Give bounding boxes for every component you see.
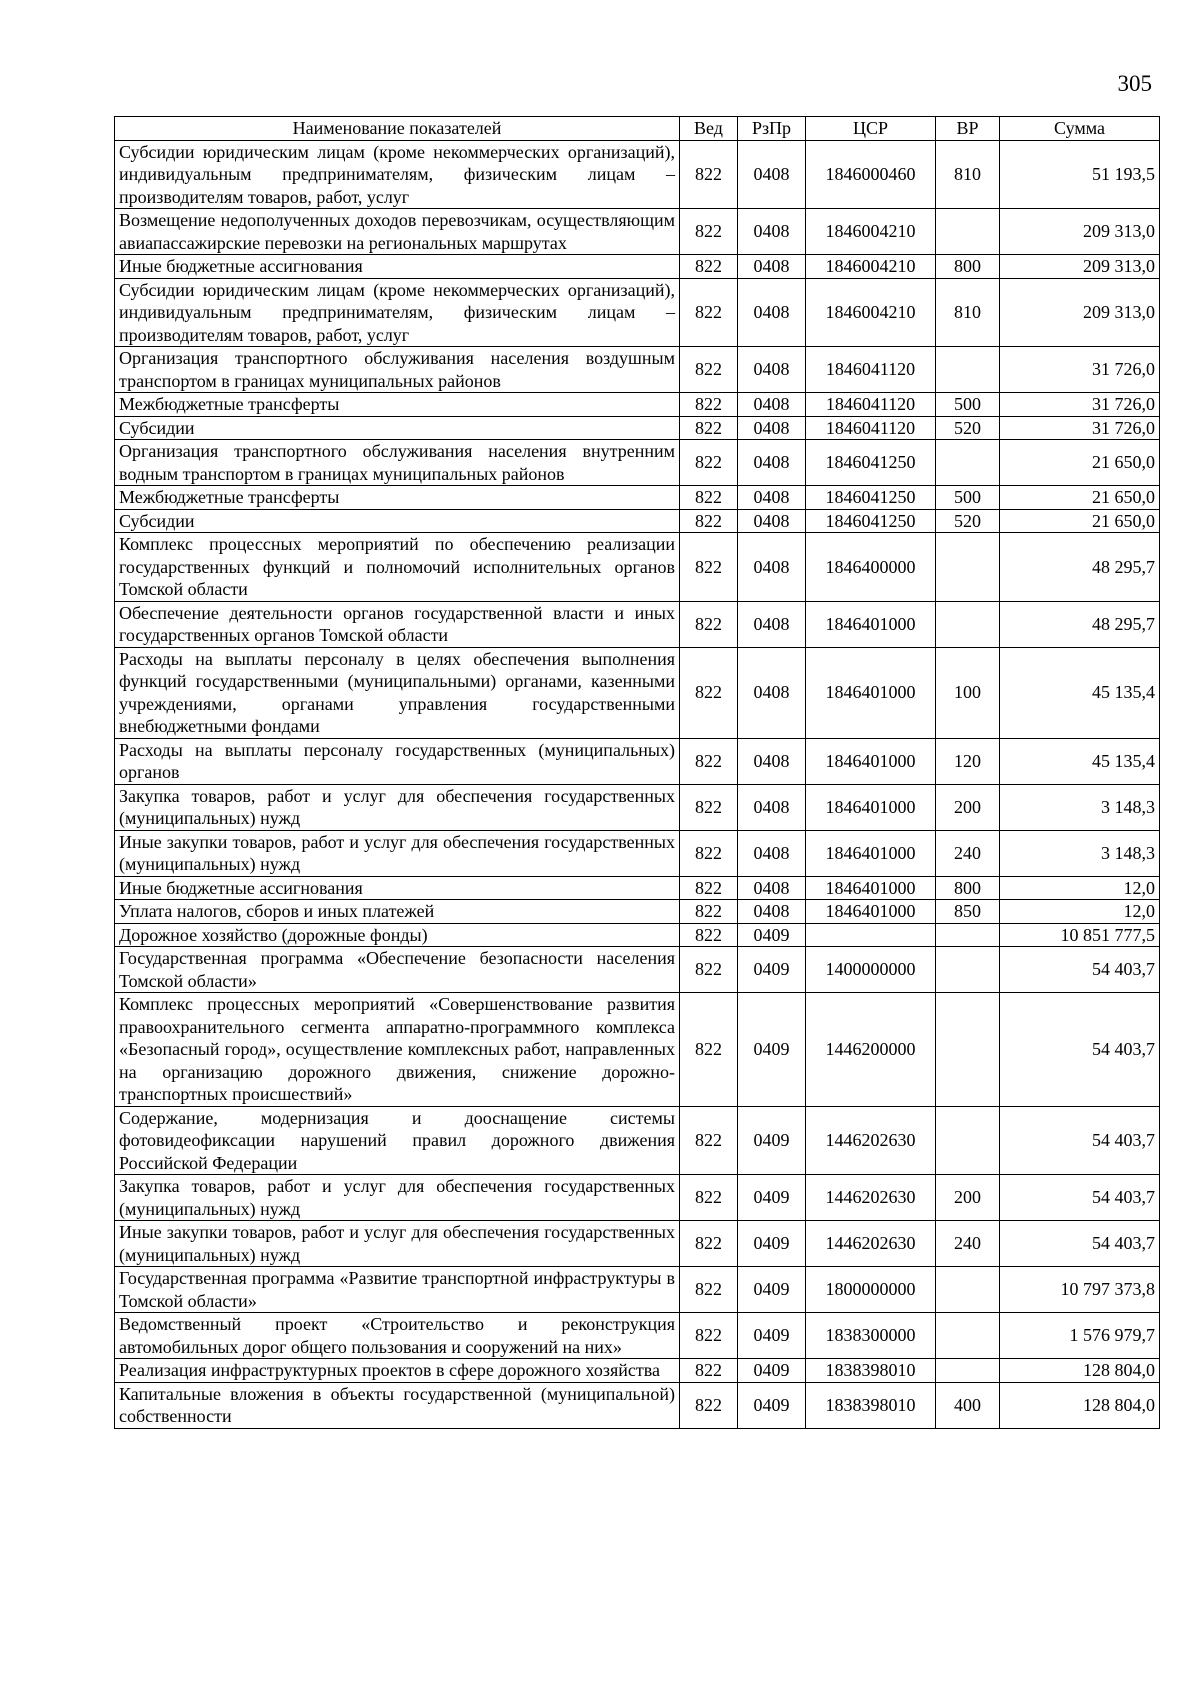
cell-ved: 822 [680,876,738,900]
cell-rzpr: 0409 [738,1267,806,1313]
cell-rzpr: 0408 [738,647,806,738]
table-row [115,1221,1160,1267]
cell-ved: 822 [680,140,738,209]
cell-sum: 21 650,0 [1000,486,1160,510]
cell-name: Возмещение недополученных доходов перевозчикам, осуществляющим авиапассажирские перевозки на региональных маршрутах [115,209,680,255]
cell-rzpr: 0409 [738,993,806,1107]
cell-vr: 240 [936,1221,1000,1267]
cell-sum: 54 403,7 [1000,1175,1160,1221]
cell-vr: 810 [936,140,1000,209]
cell-sum: 31 726,0 [1000,393,1160,417]
cell-csr: 1846041120 [806,347,936,393]
table-row [115,1267,1160,1313]
cell-csr: 1446202630 [806,1221,936,1267]
cell-name: Комплекс процессных мероприятий «Совершенствование развития правоохранительного сегмента аппаратно-программного комплекса «Безопасный город», осуществление комплексных работ, направленных на организацию дорожного движения, снижение дорожно-транспортных происшествий» [115,993,680,1107]
cell-name: Содержание, модернизация и дооснащение системы фотовидеофиксации нарушений правил дорожного движения Российской Федерации [115,1106,680,1175]
cell-vr: 520 [936,509,1000,533]
cell-rzpr: 0408 [738,255,806,279]
cell-rzpr: 0408 [738,140,806,209]
cell-vr [936,1313,1000,1359]
cell-csr: 1846401000 [806,900,936,924]
cell-sum: 54 403,7 [1000,947,1160,993]
table-row [115,347,1160,393]
cell-rzpr: 0408 [738,440,806,486]
cell-ved: 822 [680,1359,738,1383]
cell-rzpr: 0409 [738,1106,806,1175]
table-row [115,1106,1160,1175]
cell-sum: 54 403,7 [1000,1106,1160,1175]
cell-ved: 822 [680,830,738,876]
cell-rzpr: 0408 [738,533,806,602]
cell-ved: 822 [680,209,738,255]
cell-vr [936,1359,1000,1383]
cell-vr [936,440,1000,486]
cell-vr: 850 [936,900,1000,924]
cell-rzpr: 0408 [738,900,806,924]
cell-ved: 822 [680,1175,738,1221]
table-row [115,738,1160,784]
cell-sum: 10 851 777,5 [1000,923,1160,947]
cell-sum: 45 135,4 [1000,738,1160,784]
header-name: Наименование показателей [115,117,680,141]
cell-sum: 128 804,0 [1000,1359,1160,1383]
cell-name: Ведомственный проект «Строительство и реконструкция автомобильных дорог общего пользования и сооружений на них» [115,1313,680,1359]
cell-vr: 500 [936,393,1000,417]
cell-csr: 1446200000 [806,993,936,1107]
header-ved: Вед [680,117,738,141]
cell-sum: 51 193,5 [1000,140,1160,209]
cell-csr: 1446202630 [806,1106,936,1175]
table-row [115,1313,1160,1359]
cell-ved: 822 [680,1106,738,1175]
cell-sum: 10 797 373,8 [1000,1267,1160,1313]
table-row [115,1359,1160,1383]
cell-csr: 1846004210 [806,278,936,347]
cell-vr: 810 [936,278,1000,347]
cell-sum: 3 148,3 [1000,784,1160,830]
table-body [115,140,1160,1428]
cell-csr: 1838300000 [806,1313,936,1359]
cell-sum: 21 650,0 [1000,509,1160,533]
table-row [115,784,1160,830]
page-number: 305 [1117,71,1152,96]
cell-csr: 1846401000 [806,830,936,876]
cell-name: Расходы на выплаты персоналу в целях обеспечения выполнения функций государственными (муниципальными) органами, казенными учреждениями, органами управления государственными внебюджетными фондами [115,647,680,738]
table-row [115,647,1160,738]
cell-vr [936,993,1000,1107]
table-row [115,1175,1160,1221]
cell-vr: 520 [936,416,1000,440]
cell-vr [936,601,1000,647]
cell-rzpr: 0408 [738,876,806,900]
header-vr: ВР [936,117,1000,141]
header-csr: ЦСР [806,117,936,141]
cell-sum: 209 313,0 [1000,278,1160,347]
table-row [115,900,1160,924]
table-row [115,923,1160,947]
cell-name: Государственная программа «Обеспечение безопасности населения Томской области» [115,947,680,993]
cell-vr: 500 [936,486,1000,510]
table-row [115,509,1160,533]
table-row [115,1382,1160,1428]
cell-vr [936,533,1000,602]
cell-sum: 21 650,0 [1000,440,1160,486]
table-row [115,947,1160,993]
cell-rzpr: 0409 [738,923,806,947]
table-row [115,993,1160,1107]
cell-vr: 120 [936,738,1000,784]
cell-csr: 1846041250 [806,486,936,510]
cell-rzpr: 0409 [738,1313,806,1359]
cell-rzpr: 0408 [738,486,806,510]
cell-rzpr: 0408 [738,738,806,784]
cell-name: Капитальные вложения в объекты государственной (муниципальной) собственности [115,1382,680,1428]
table-header [115,117,1160,141]
header-rzpr: РзПр [738,117,806,141]
cell-sum: 209 313,0 [1000,209,1160,255]
cell-ved: 822 [680,509,738,533]
cell-csr: 1846041120 [806,416,936,440]
cell-rzpr: 0408 [738,209,806,255]
header-sum: Сумма [1000,117,1160,141]
cell-vr: 800 [936,876,1000,900]
cell-rzpr: 0408 [738,830,806,876]
cell-ved: 822 [680,393,738,417]
cell-name: Реализация инфраструктурных проектов в сфере дорожного хозяйства [115,1359,680,1383]
cell-rzpr: 0408 [738,784,806,830]
table-row [115,416,1160,440]
cell-ved: 822 [680,900,738,924]
cell-ved: 822 [680,533,738,602]
table-row [115,533,1160,602]
cell-vr [936,923,1000,947]
cell-ved: 822 [680,486,738,510]
cell-ved: 822 [680,278,738,347]
cell-csr [806,923,936,947]
cell-name: Субсидии юридическим лицам (кроме некоммерческих организаций), индивидуальным предпринимателям, физическим лицам – производителям товаров, работ, услуг [115,140,680,209]
cell-name: Иные бюджетные ассигнования [115,255,680,279]
cell-name: Обеспечение деятельности органов государственной власти и иных государственных органов Томской области [115,601,680,647]
cell-name: Расходы на выплаты персоналу государственных (муниципальных) органов [115,738,680,784]
cell-name: Субсидии [115,509,680,533]
cell-sum: 54 403,7 [1000,1221,1160,1267]
cell-vr [936,209,1000,255]
cell-name: Государственная программа «Развитие транспортной инфраструктуры в Томской области» [115,1267,680,1313]
table-row [115,440,1160,486]
cell-vr: 400 [936,1382,1000,1428]
cell-rzpr: 0409 [738,1382,806,1428]
cell-csr: 1400000000 [806,947,936,993]
table-row [115,601,1160,647]
cell-name: Иные бюджетные ассигнования [115,876,680,900]
cell-csr: 1846401000 [806,647,936,738]
cell-name: Межбюджетные трансферты [115,393,680,417]
cell-ved: 822 [680,1221,738,1267]
cell-ved: 822 [680,947,738,993]
cell-ved: 822 [680,1382,738,1428]
cell-ved: 822 [680,416,738,440]
cell-ved: 822 [680,601,738,647]
cell-ved: 822 [680,1267,738,1313]
cell-vr: 240 [936,830,1000,876]
cell-csr: 1846041250 [806,440,936,486]
cell-sum: 12,0 [1000,876,1160,900]
cell-ved: 822 [680,784,738,830]
cell-rzpr: 0408 [738,347,806,393]
cell-name: Закупка товаров, работ и услуг для обеспечения государственных (муниципальных) нужд [115,784,680,830]
cell-ved: 822 [680,647,738,738]
cell-rzpr: 0408 [738,278,806,347]
cell-sum: 54 403,7 [1000,993,1160,1107]
cell-name: Уплата налогов, сборов и иных платежей [115,900,680,924]
cell-rzpr: 0408 [738,416,806,440]
cell-csr: 1846400000 [806,533,936,602]
cell-ved: 822 [680,440,738,486]
cell-csr: 1846004210 [806,255,936,279]
cell-name: Субсидии [115,416,680,440]
table-row [115,876,1160,900]
cell-name: Иные закупки товаров, работ и услуг для обеспечения государственных (муниципальных) нужд [115,830,680,876]
cell-name: Межбюджетные трансферты [115,486,680,510]
table-row [115,209,1160,255]
cell-name: Организация транспортного обслуживания населения внутренним водным транспортом в границах муниципальных районов [115,440,680,486]
cell-rzpr: 0408 [738,509,806,533]
table-row [115,486,1160,510]
cell-sum: 1 576 979,7 [1000,1313,1160,1359]
table-row [115,393,1160,417]
table-row [115,140,1160,209]
cell-sum: 31 726,0 [1000,347,1160,393]
cell-vr: 100 [936,647,1000,738]
cell-rzpr: 0409 [738,1359,806,1383]
cell-sum: 3 148,3 [1000,830,1160,876]
cell-name: Дорожное хозяйство (дорожные фонды) [115,923,680,947]
cell-ved: 822 [680,1313,738,1359]
cell-csr: 1846041250 [806,509,936,533]
cell-vr: 200 [936,1175,1000,1221]
cell-sum: 45 135,4 [1000,647,1160,738]
cell-vr: 200 [936,784,1000,830]
cell-csr: 1846401000 [806,738,936,784]
cell-csr: 1846041120 [806,393,936,417]
cell-ved: 822 [680,993,738,1107]
cell-csr: 1846401000 [806,876,936,900]
cell-ved: 822 [680,923,738,947]
cell-sum: 31 726,0 [1000,416,1160,440]
cell-csr: 1800000000 [806,1267,936,1313]
cell-vr [936,1267,1000,1313]
cell-sum: 48 295,7 [1000,601,1160,647]
header-row [115,117,1160,141]
cell-sum: 128 804,0 [1000,1382,1160,1428]
cell-name: Иные закупки товаров, работ и услуг для обеспечения государственных (муниципальных) нужд [115,1221,680,1267]
table-row [115,278,1160,347]
cell-csr: 1846401000 [806,601,936,647]
cell-ved: 822 [680,255,738,279]
cell-sum: 12,0 [1000,900,1160,924]
cell-name: Субсидии юридическим лицам (кроме некоммерческих организаций), индивидуальным предпринимателям, физическим лицам – производителям товаров, работ, услуг [115,278,680,347]
cell-rzpr: 0409 [738,1221,806,1267]
table-row [115,830,1160,876]
cell-csr: 1846000460 [806,140,936,209]
cell-csr: 1846004210 [806,209,936,255]
cell-csr: 1838398010 [806,1382,936,1428]
cell-rzpr: 0409 [738,947,806,993]
cell-rzpr: 0409 [738,1175,806,1221]
cell-csr: 1446202630 [806,1175,936,1221]
budget-table [114,116,1160,1429]
table-row [115,255,1160,279]
cell-vr [936,347,1000,393]
cell-rzpr: 0408 [738,601,806,647]
cell-vr [936,1106,1000,1175]
cell-vr [936,947,1000,993]
cell-sum: 48 295,7 [1000,533,1160,602]
cell-vr: 800 [936,255,1000,279]
cell-name: Организация транспортного обслуживания населения воздушным транспортом в границах муниципальных районов [115,347,680,393]
cell-sum: 209 313,0 [1000,255,1160,279]
cell-ved: 822 [680,738,738,784]
cell-ved: 822 [680,347,738,393]
cell-name: Комплекс процессных мероприятий по обеспечению реализации государственных функций и полномочий исполнительных органов Томской области [115,533,680,602]
cell-csr: 1846401000 [806,784,936,830]
cell-name: Закупка товаров, работ и услуг для обеспечения государственных (муниципальных) нужд [115,1175,680,1221]
cell-rzpr: 0408 [738,393,806,417]
cell-csr: 1838398010 [806,1359,936,1383]
